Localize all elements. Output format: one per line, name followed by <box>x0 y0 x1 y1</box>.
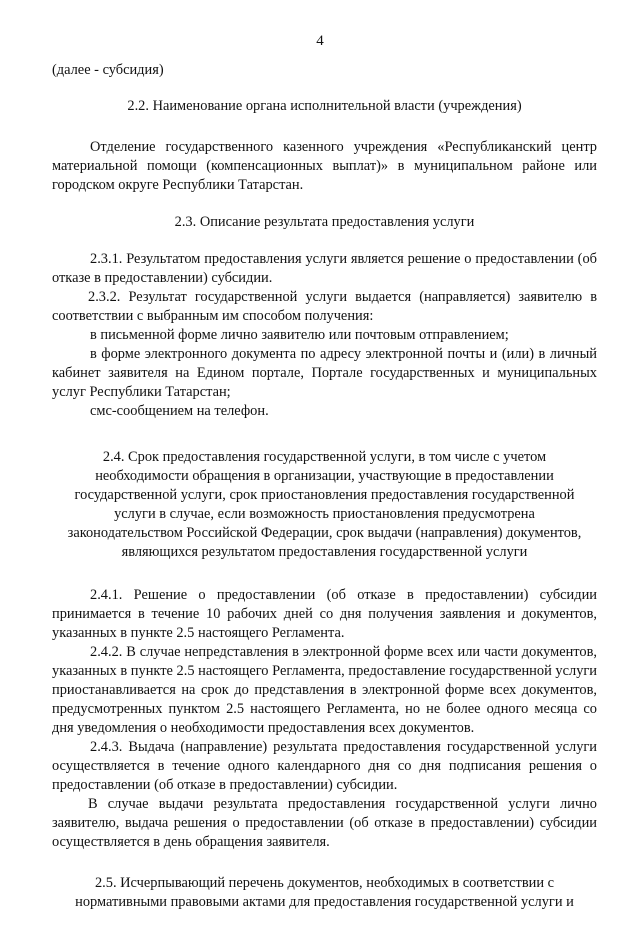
paragraph-2-3-1: 2.3.1. Результатом предоставления услуги является решение о предоставлении (об отказе в предоставлении) субсидии. <box>52 251 597 286</box>
section-heading-2-3: 2.3. Описание результата предоставления услуги <box>174 214 475 230</box>
paragraph-2-3-2: 2.3.2. Результат государственной услуги выдается (направляется) заявителю в соответствии с выбранным им способом получения: <box>52 289 597 324</box>
section-heading-2-4-block <box>52 448 597 562</box>
paragraph-2-4-1: 2.4.1. Решение о предоставлении (об отказе в предоставлении) субсидии принимается в течение 10 рабочих дней со дня получения заявления и документов, указанных в пункте 2.5 настоящего Регламента. <box>52 587 597 641</box>
paragraph-2-4-3-personal: В случае выдачи результата предоставления государственной услуги лично заявителю, выдача решения о предоставлении (об отказе в предоставлении) субсидии осуществляется в день обращения заявителя. <box>52 796 597 850</box>
section-heading-2-5-block <box>52 874 597 912</box>
paragraph-2-4-3: 2.4.3. Выдача (направление) результата предоставления государственной услуги осуществляется в течение одного календарного дня со дня подписания решения о предоставлении (об отказе в предоставлении) субсидии. <box>52 739 597 793</box>
paragraph-2-2-body: Отделение государственного казенного учреждения «Республиканский центр материальной помощи (компенсационных выплат)» в муниципальном районе или городском округе Республики Татарстан. <box>52 139 597 193</box>
paragraph-2-4-2: 2.4.2. В случае непредставления в электронной форме всех или части документов, указанных в пункте 2.5 настоящего Регламента, предоставление государственной услуги приостанавливается на срок до представления в электронной форме всех документов, предусмотренных пунктом 2.5 настоящего Регламента, но не более одного месяца со дня уведомления о необходимости предоставления всех документов. <box>52 644 597 736</box>
section-heading-2-2: 2.2. Наименование органа исполнительной власти (учреждения) <box>127 98 522 114</box>
list-item-electronic-form: в форме электронного документа по адресу электронной почты и (или) в личный кабинет заявителя на Едином портале, Портале государственных и муниципальных услуг Республики Татарстан; <box>52 346 597 400</box>
page-number: 4 <box>316 33 324 49</box>
section-heading-2-4: 2.4. Срок предоставления государственной услуги, в том числе с учетом необходимости обращения в организации, участвующие в предоставлении государственной услуги, срок приостановления предоставления государственной услуги в случае, если возможность приостановления предусмотрена законодательством Российской Федерации, срок выдачи (направления) документов, являющихся результатом предоставления государственной услуги <box>67 449 582 560</box>
document-body <box>52 61 597 936</box>
section-heading-2-5: 2.5. Исчерпывающий перечень документов, необходимых в соответствии с нормативными правовыми актами для предоставления государственной услуги и <box>75 875 574 910</box>
paragraph-continuation: (далее - субсидия) <box>52 62 164 78</box>
list-item-sms: смс-сообщением на телефон. <box>90 403 269 419</box>
list-item-written-form: в письменной форме лично заявителю или почтовым отправлением; <box>90 327 509 343</box>
